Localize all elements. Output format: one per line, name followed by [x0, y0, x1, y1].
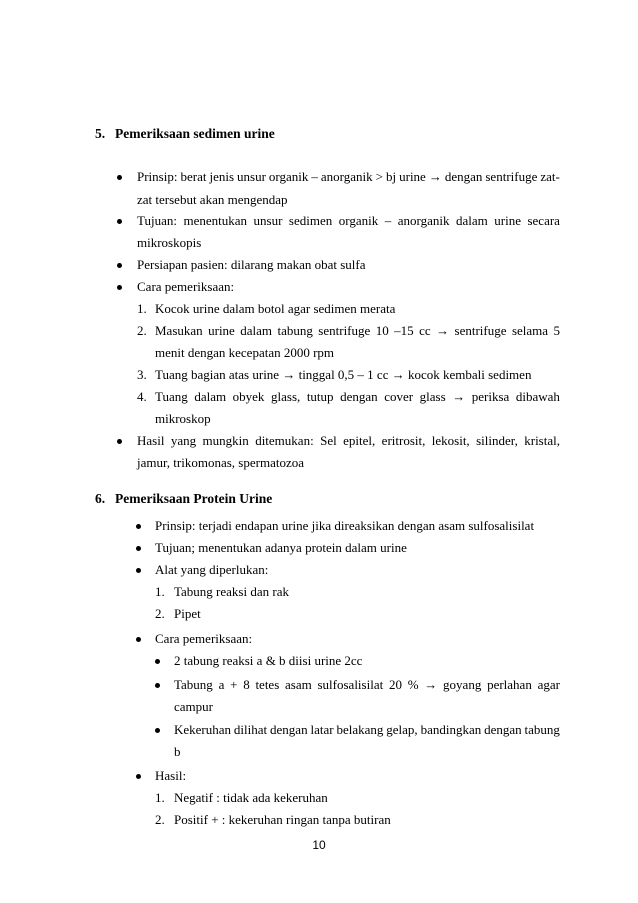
word: epitel,: [343, 433, 376, 448]
word: organik: [338, 213, 379, 228]
word: tabung: [524, 722, 560, 737]
cara-1: 2 tabung reaksi a & b diisi urine 2cc: [174, 653, 363, 668]
bullet-icon: [117, 175, 122, 180]
word: 5: [553, 323, 560, 338]
word: cover: [384, 389, 414, 404]
section-title: Pemeriksaan Protein Urine: [115, 491, 273, 506]
word: lekosit,: [431, 433, 470, 448]
section-number: 6.: [95, 491, 106, 506]
word: Masukan: [155, 323, 203, 338]
word: urine: [399, 169, 426, 184]
word: periksa: [471, 389, 510, 404]
step-number: 4.: [137, 389, 147, 404]
word: →: [452, 389, 466, 404]
word: dengan: [270, 722, 308, 737]
bullet-icon: [136, 546, 141, 551]
list-item-hasil: Hasil:: [155, 768, 187, 783]
bullet-icon: [155, 659, 160, 664]
word: dengan: [340, 389, 378, 404]
word: tabung: [277, 323, 313, 338]
list-item-cara: Cara pemeriksaan:: [137, 279, 235, 294]
word: latar: [310, 722, 334, 737]
word: tetes: [255, 677, 280, 692]
word: unsur: [253, 213, 283, 228]
word: Prinsip:: [137, 169, 178, 184]
bullet-icon: [136, 524, 141, 529]
step-4-cont: mikroskop: [155, 411, 211, 426]
word: %: [407, 677, 419, 692]
word: →: [436, 323, 450, 338]
alat-2: Pipet: [174, 606, 201, 621]
step-1: Kocok urine dalam botol agar sedimen merata: [155, 301, 396, 316]
word: mungkin: [202, 433, 249, 448]
word: –: [311, 169, 318, 184]
word: dilihat: [233, 722, 268, 737]
word: bandingkan: [420, 722, 482, 737]
cara-2: [174, 677, 560, 693]
word: belakang: [336, 722, 384, 737]
word: eritrosit,: [381, 433, 426, 448]
word: ditemukan:: [255, 433, 314, 448]
word: cc: [419, 323, 431, 338]
step-4: [155, 389, 560, 405]
word: sulfosalisilat: [317, 677, 384, 692]
bullet-icon: [136, 774, 141, 779]
word: selama: [511, 323, 549, 338]
bullet-icon: [117, 263, 122, 268]
bullet-icon: [155, 728, 160, 733]
word: perlahan: [487, 677, 532, 692]
word: dengan: [444, 169, 483, 184]
list-item-hasil-cont: jamur, trikomonas, spermatozoa: [137, 455, 304, 470]
bullet-icon: [117, 439, 122, 444]
word: dalam: [455, 213, 488, 228]
word: Sel: [320, 433, 337, 448]
step-3: Tuang bagian atas urine → tinggal 0,5 – 1 cc → kocok kembali sedimen: [155, 367, 532, 382]
word: secara: [527, 213, 560, 228]
cara-3-cont: b: [174, 744, 181, 759]
section-number: 5.: [95, 126, 106, 141]
word: tutup: [306, 389, 334, 404]
word: Kekeruhan: [174, 722, 232, 737]
word: a: [218, 677, 225, 692]
word: dalam: [194, 389, 227, 404]
list-item-tujuan-cont: mikroskopis: [137, 235, 202, 250]
word: urine: [208, 323, 235, 338]
word: Hasil: [137, 433, 165, 448]
word: anorganik: [397, 213, 450, 228]
word: –15: [394, 323, 414, 338]
bullet-icon: [155, 683, 160, 688]
word: menentukan: [183, 213, 248, 228]
step-number: 3.: [137, 367, 147, 382]
word: dibawah: [515, 389, 560, 404]
word: agar: [537, 677, 560, 692]
alat-number: 1.: [155, 584, 165, 599]
word: gelap,: [386, 722, 418, 737]
alat-number: 2.: [155, 606, 165, 621]
list-item-hasil: [137, 433, 560, 449]
word: →: [424, 677, 438, 692]
word: urine: [494, 213, 521, 228]
alat-1: Tabung reaksi dan rak: [174, 584, 289, 599]
word: 20: [388, 677, 402, 692]
word: glass,: [271, 389, 301, 404]
word: zat-: [540, 169, 560, 184]
section-title: Pemeriksaan sedimen urine: [115, 126, 275, 141]
word: sentrifuge: [485, 169, 538, 184]
bullet-icon: [136, 568, 141, 573]
word: sentrifuge: [318, 323, 371, 338]
word: yang: [170, 433, 197, 448]
bullet-icon: [117, 285, 122, 290]
step-number: 2.: [137, 323, 147, 338]
list-item-cara: Cara pemeriksaan:: [155, 631, 253, 646]
hasil-1: Negatif : tidak ada kekeruhan: [174, 790, 328, 805]
word: sentrifuge: [454, 323, 507, 338]
word: obyek: [232, 389, 265, 404]
word: 8: [243, 677, 250, 692]
word: asam: [285, 677, 312, 692]
hasil-2: Positif + : kekeruhan ringan tanpa butiran: [174, 812, 391, 827]
hasil-number: 2.: [155, 812, 165, 827]
word: 10: [375, 323, 389, 338]
cara-2-cont: campur: [174, 699, 213, 714]
word: >: [375, 169, 383, 184]
word: Tujuan:: [137, 213, 177, 228]
word: anorganik: [320, 169, 373, 184]
cara-3: [174, 722, 560, 738]
word: –: [384, 213, 392, 228]
word: dengan: [484, 722, 522, 737]
page-number: 10: [312, 838, 326, 852]
word: kristal,: [524, 433, 560, 448]
word: +: [230, 677, 238, 692]
word: berat: [180, 169, 207, 184]
list-item-tujuan: [137, 213, 560, 229]
word: →: [428, 169, 442, 184]
hasil-number: 1.: [155, 790, 165, 805]
bullet-icon: [136, 637, 141, 642]
word: unsur: [237, 169, 266, 184]
word: glass: [419, 389, 446, 404]
bullet-icon: [117, 219, 122, 224]
list-item-prinsip: [137, 169, 560, 185]
word: organik: [268, 169, 309, 184]
word: goyang: [443, 677, 482, 692]
word: jenis: [209, 169, 235, 184]
step-2: [155, 323, 560, 339]
list-item-prinsip: Prinsip: terjadi endapan urine jika direaksikan dengan asam sulfosalisilat: [155, 518, 535, 533]
word: Tabung: [174, 677, 213, 692]
step-2-cont: menit dengan kecepatan 2000 rpm: [155, 345, 335, 360]
list-item-persiapan: Persiapan pasien: dilarang makan obat sulfa: [137, 257, 366, 272]
word: bj: [385, 169, 397, 184]
list-item-alat: Alat yang diperlukan:: [155, 562, 269, 577]
word: Tuang: [155, 389, 188, 404]
list-item-prinsip-cont: zat tersebut akan mengendap: [137, 192, 288, 207]
list-item-tujuan: Tujuan; menentukan adanya protein dalam urine: [155, 540, 407, 555]
step-number: 1.: [137, 301, 147, 316]
word: sedimen: [288, 213, 333, 228]
word: dalam: [240, 323, 273, 338]
word: silinder,: [476, 433, 518, 448]
